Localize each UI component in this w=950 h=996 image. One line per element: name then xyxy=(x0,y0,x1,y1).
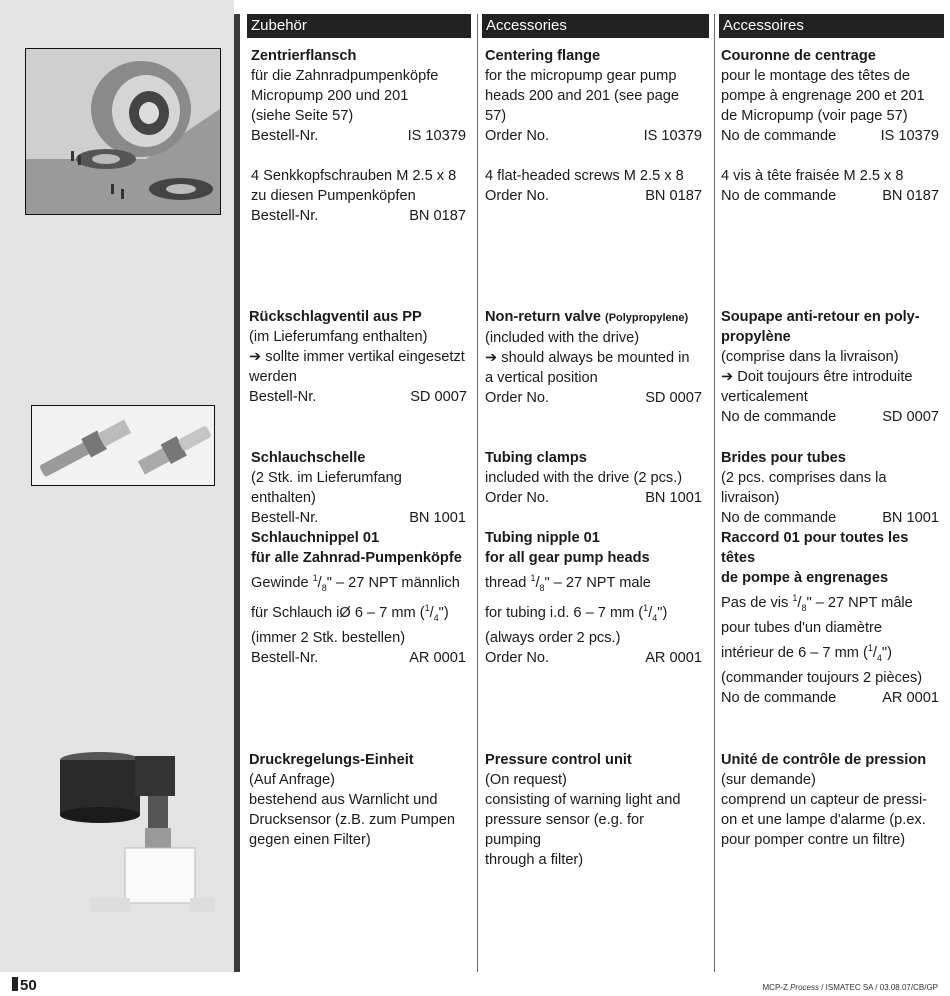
text-part: ") xyxy=(881,645,892,662)
text-line: pour pomper contre un filtre) xyxy=(721,832,906,849)
text-line: heads 200 and 201 (see page 57) xyxy=(485,88,679,125)
tubing-nipple-photo xyxy=(31,405,215,486)
order-label: Order No. xyxy=(485,650,550,666)
text-line: für Schlauch iØ 6 – 7 mm $(^1/_4")$ xyxy=(251,603,449,623)
order-number: BN 0187 xyxy=(409,208,466,225)
text-part: thread xyxy=(485,575,531,592)
text-line: 4 Senkkopfschrauben M 2.5 x 8 xyxy=(251,168,457,184)
flange-de xyxy=(251,46,466,146)
order-row xyxy=(485,488,702,508)
item-title: Brides pour tubes xyxy=(721,450,846,466)
item-title: Tubing nipple 01 xyxy=(485,530,600,546)
text-line: (im Lieferumfang enthalten) xyxy=(249,329,428,346)
fraction-den: 8 xyxy=(321,582,327,593)
pressure-en xyxy=(485,750,702,871)
item-title: Pressure control unit xyxy=(485,752,632,768)
fraction-num: 1 xyxy=(867,643,873,654)
order-label: Bestell-Nr. xyxy=(251,510,319,527)
order-row xyxy=(721,508,939,528)
order-number: BN 1001 xyxy=(409,510,466,527)
text-line: ➔ sollte immer vertikal eingesetzt xyxy=(249,349,465,366)
order-row xyxy=(251,648,466,668)
order-row xyxy=(485,648,702,668)
nipple-fr xyxy=(721,528,939,708)
text-line: for tubing i.d. 6 – 7 mm $(^1/_4")$ xyxy=(485,603,668,623)
text-line: (Auf Anfrage) xyxy=(249,772,335,789)
item-title: Rückschlagventil aus PP xyxy=(249,309,422,325)
screws-en xyxy=(485,166,702,206)
text-line: 4 flat-headed screws M 2.5 x 8 xyxy=(485,168,684,184)
text-line: on et une lampe d'alarme (p.ex. xyxy=(721,812,926,829)
order-row xyxy=(721,407,939,427)
text-part: für Schlauch iØ 6 – 7 mm ( xyxy=(251,604,425,621)
text-line: werden xyxy=(249,369,297,386)
fraction-num: 1 xyxy=(792,593,798,604)
text-line: verticalement xyxy=(721,389,808,406)
text-line: (siehe Seite 57) xyxy=(251,108,354,125)
text-line: Micropump 200 und 201 xyxy=(251,88,409,105)
text-line: (included with the drive) xyxy=(485,330,640,347)
doc-ref-part: MCP-Z xyxy=(762,983,791,992)
order-label: No de commande xyxy=(721,128,837,145)
item-title: für alle Zahnrad-Pumpenköpfe xyxy=(251,550,462,567)
order-number: IS 10379 xyxy=(880,128,939,145)
text-part: Gewinde xyxy=(251,575,313,592)
item-title: propylène xyxy=(721,329,791,346)
fraction-den: 8 xyxy=(539,582,545,593)
text-line: pompe à engrenage 200 et 201 xyxy=(721,88,925,105)
text-line: pressure sensor (e.g. for pumping xyxy=(485,812,644,849)
text-line: de Micropump (voir page 57) xyxy=(721,108,908,125)
text-line: (2 Stk. im Lieferumfang enthalten) xyxy=(251,470,402,507)
valve-fr xyxy=(721,307,939,428)
text-line: intérieur de 6 – 7 mm $(^1/_4")$ xyxy=(721,643,892,663)
text-line: ➔ should always be mounted in xyxy=(485,350,690,367)
doc-ref-part: Process xyxy=(790,983,819,992)
header-fr: Accessoires xyxy=(719,14,944,38)
order-row xyxy=(485,126,702,146)
title-note: (Polypropylene) xyxy=(605,312,689,324)
pressure-de xyxy=(249,750,467,850)
item-title: Unité de contrôle de pression xyxy=(721,752,927,768)
item-title: de pompe à engrenages xyxy=(721,570,889,587)
text-line: pour le montage des têtes de xyxy=(721,68,911,85)
order-number: BN 1001 xyxy=(645,490,702,507)
order-row xyxy=(251,126,466,146)
text-line: Drucksensor (z.B. zum Pumpen xyxy=(249,812,456,829)
order-label: Bestell-Nr. xyxy=(251,208,319,225)
order-number: AR 0001 xyxy=(645,650,702,666)
flange-en xyxy=(485,46,702,146)
order-row xyxy=(721,126,939,146)
order-number: IS 10379 xyxy=(643,128,702,145)
text-line: (commander toujours 2 pièces) xyxy=(721,670,923,687)
item-title: Druckregelungs-Einheit xyxy=(249,752,414,768)
order-label: No de commande xyxy=(721,188,837,205)
clamps-en xyxy=(485,448,702,508)
text-part: ") xyxy=(657,604,668,621)
valve-en xyxy=(485,307,702,408)
order-row xyxy=(721,186,939,206)
order-row xyxy=(249,387,467,407)
text-part: " – 27 NPT male xyxy=(544,575,651,592)
order-number: AR 0001 xyxy=(882,690,939,707)
text-line: (always order 2 pcs.) xyxy=(485,629,621,646)
text-line: comprend un capteur de pressi- xyxy=(721,792,928,809)
order-number: BN 0187 xyxy=(882,188,939,205)
order-row xyxy=(485,388,702,408)
divider-bar xyxy=(234,14,240,972)
pressure-fr xyxy=(721,750,939,850)
text-line: a vertical position xyxy=(485,370,598,387)
order-number: SD 0007 xyxy=(410,389,467,406)
title-text: Non-return valve xyxy=(485,309,601,325)
item-title: Raccord 01 pour toutes les têtes xyxy=(721,530,909,567)
flange-fr xyxy=(721,46,939,146)
order-row xyxy=(251,508,466,528)
item-title: Centering flange xyxy=(485,48,601,64)
text-line: zu diesen Pumpenköpfen xyxy=(251,188,416,205)
column-separator xyxy=(714,14,715,972)
item-title: Tubing clamps xyxy=(485,450,587,466)
text-line: through a filter) xyxy=(485,852,584,869)
page-number-text: 50 xyxy=(20,977,37,994)
fraction-den: 4 xyxy=(433,612,439,623)
fraction-den: 4 xyxy=(876,653,882,663)
order-label: Order No. xyxy=(485,490,550,507)
item-title: for all gear pump heads xyxy=(485,550,650,567)
order-label: Order No. xyxy=(485,390,550,407)
text-line: 4 vis à tête fraisée M 2.5 x 8 xyxy=(721,168,904,184)
text-line: ➔ Doit toujours être introduite xyxy=(721,369,913,386)
item-title: Couronne de centrage xyxy=(721,48,876,64)
doc-ref-part: / ISMATEC SA / 03.08.07/CB/GP xyxy=(818,983,938,992)
order-number: AR 0001 xyxy=(409,650,466,666)
text-line: Pas de vis $^1/_8$" – 27 NPT mâle xyxy=(721,593,913,614)
page-number xyxy=(12,977,37,994)
text-part: intérieur de 6 – 7 mm ( xyxy=(721,645,868,662)
item-title: Schlauchnippel 01 xyxy=(251,530,380,546)
screws-de xyxy=(251,166,466,226)
nipple-en xyxy=(485,528,702,668)
item-title: Soupape anti-retour en poly- xyxy=(721,309,920,325)
text-line: for the micropump gear pump xyxy=(485,68,677,85)
fraction-num: 1 xyxy=(424,603,430,614)
order-row xyxy=(251,206,466,226)
order-number: SD 0007 xyxy=(645,390,702,407)
text-line: gegen einen Filter) xyxy=(249,832,371,849)
clamps-fr xyxy=(721,448,939,528)
text-line: pour tubes d'un diamètre xyxy=(721,620,882,637)
text-line: consisting of warning light and xyxy=(485,792,681,809)
text-part: ") xyxy=(438,604,449,621)
text-line: (On request) xyxy=(485,772,567,789)
order-label: No de commande xyxy=(721,409,837,426)
valve-de xyxy=(249,307,467,407)
order-number: BN 1001 xyxy=(882,510,939,527)
column-separator xyxy=(477,14,478,972)
text-line: Gewinde $^1/_8$" – 27 NPT männlich xyxy=(251,573,460,593)
item-title: Schlauchschelle xyxy=(251,450,366,466)
header-en: Accessories xyxy=(482,14,709,38)
text-line: (immer 2 Stk. bestellen) xyxy=(251,629,406,646)
order-label: Bestell-Nr. xyxy=(251,650,319,666)
document-reference xyxy=(763,983,938,992)
page-marker xyxy=(12,977,18,991)
fraction-num: 1 xyxy=(643,603,649,614)
order-row xyxy=(485,186,702,206)
order-number: SD 0007 xyxy=(882,409,939,426)
order-row xyxy=(721,688,939,708)
text-line: (comprise dans la livraison) xyxy=(721,349,899,366)
fraction-num: 1 xyxy=(530,573,536,584)
order-label: No de commande xyxy=(721,690,837,707)
pressure-unit-photo xyxy=(30,748,222,928)
nipple-de xyxy=(251,528,466,668)
text-line: included with the drive (2 pcs.) xyxy=(485,470,683,487)
fraction-num: 1 xyxy=(312,573,318,584)
flange-photo xyxy=(25,48,221,215)
text-line: (2 pcs. comprises dans la livraison) xyxy=(721,470,887,507)
text-part: " – 27 NPT männlich xyxy=(326,575,460,592)
order-number: IS 10379 xyxy=(407,128,466,145)
item-title xyxy=(485,307,702,328)
header-de: Zubehör xyxy=(247,14,471,38)
text-line: (sur demande) xyxy=(721,772,816,789)
clamps-de xyxy=(251,448,466,528)
fraction-den: 4 xyxy=(652,612,658,623)
order-label: Order No. xyxy=(485,188,550,205)
order-number: BN 0187 xyxy=(645,188,702,205)
order-label: Order No. xyxy=(485,128,550,145)
item-title: Zentrierflansch xyxy=(251,48,357,64)
fraction-den: 8 xyxy=(801,603,807,614)
text-part: Pas de vis xyxy=(721,595,793,612)
order-label: Bestell-Nr. xyxy=(249,389,317,406)
text-line: thread $^1/_8$" – 27 NPT male xyxy=(485,573,651,593)
order-label: No de commande xyxy=(721,510,837,527)
text-part: " – 27 NPT mâle xyxy=(806,595,913,612)
order-label: Bestell-Nr. xyxy=(251,128,319,145)
text-line: bestehend aus Warnlicht und xyxy=(249,792,438,809)
text-line: für die Zahnradpumpenköpfe xyxy=(251,68,439,85)
screws-fr xyxy=(721,166,939,206)
text-part: for tubing i.d. 6 – 7 mm ( xyxy=(485,604,644,621)
